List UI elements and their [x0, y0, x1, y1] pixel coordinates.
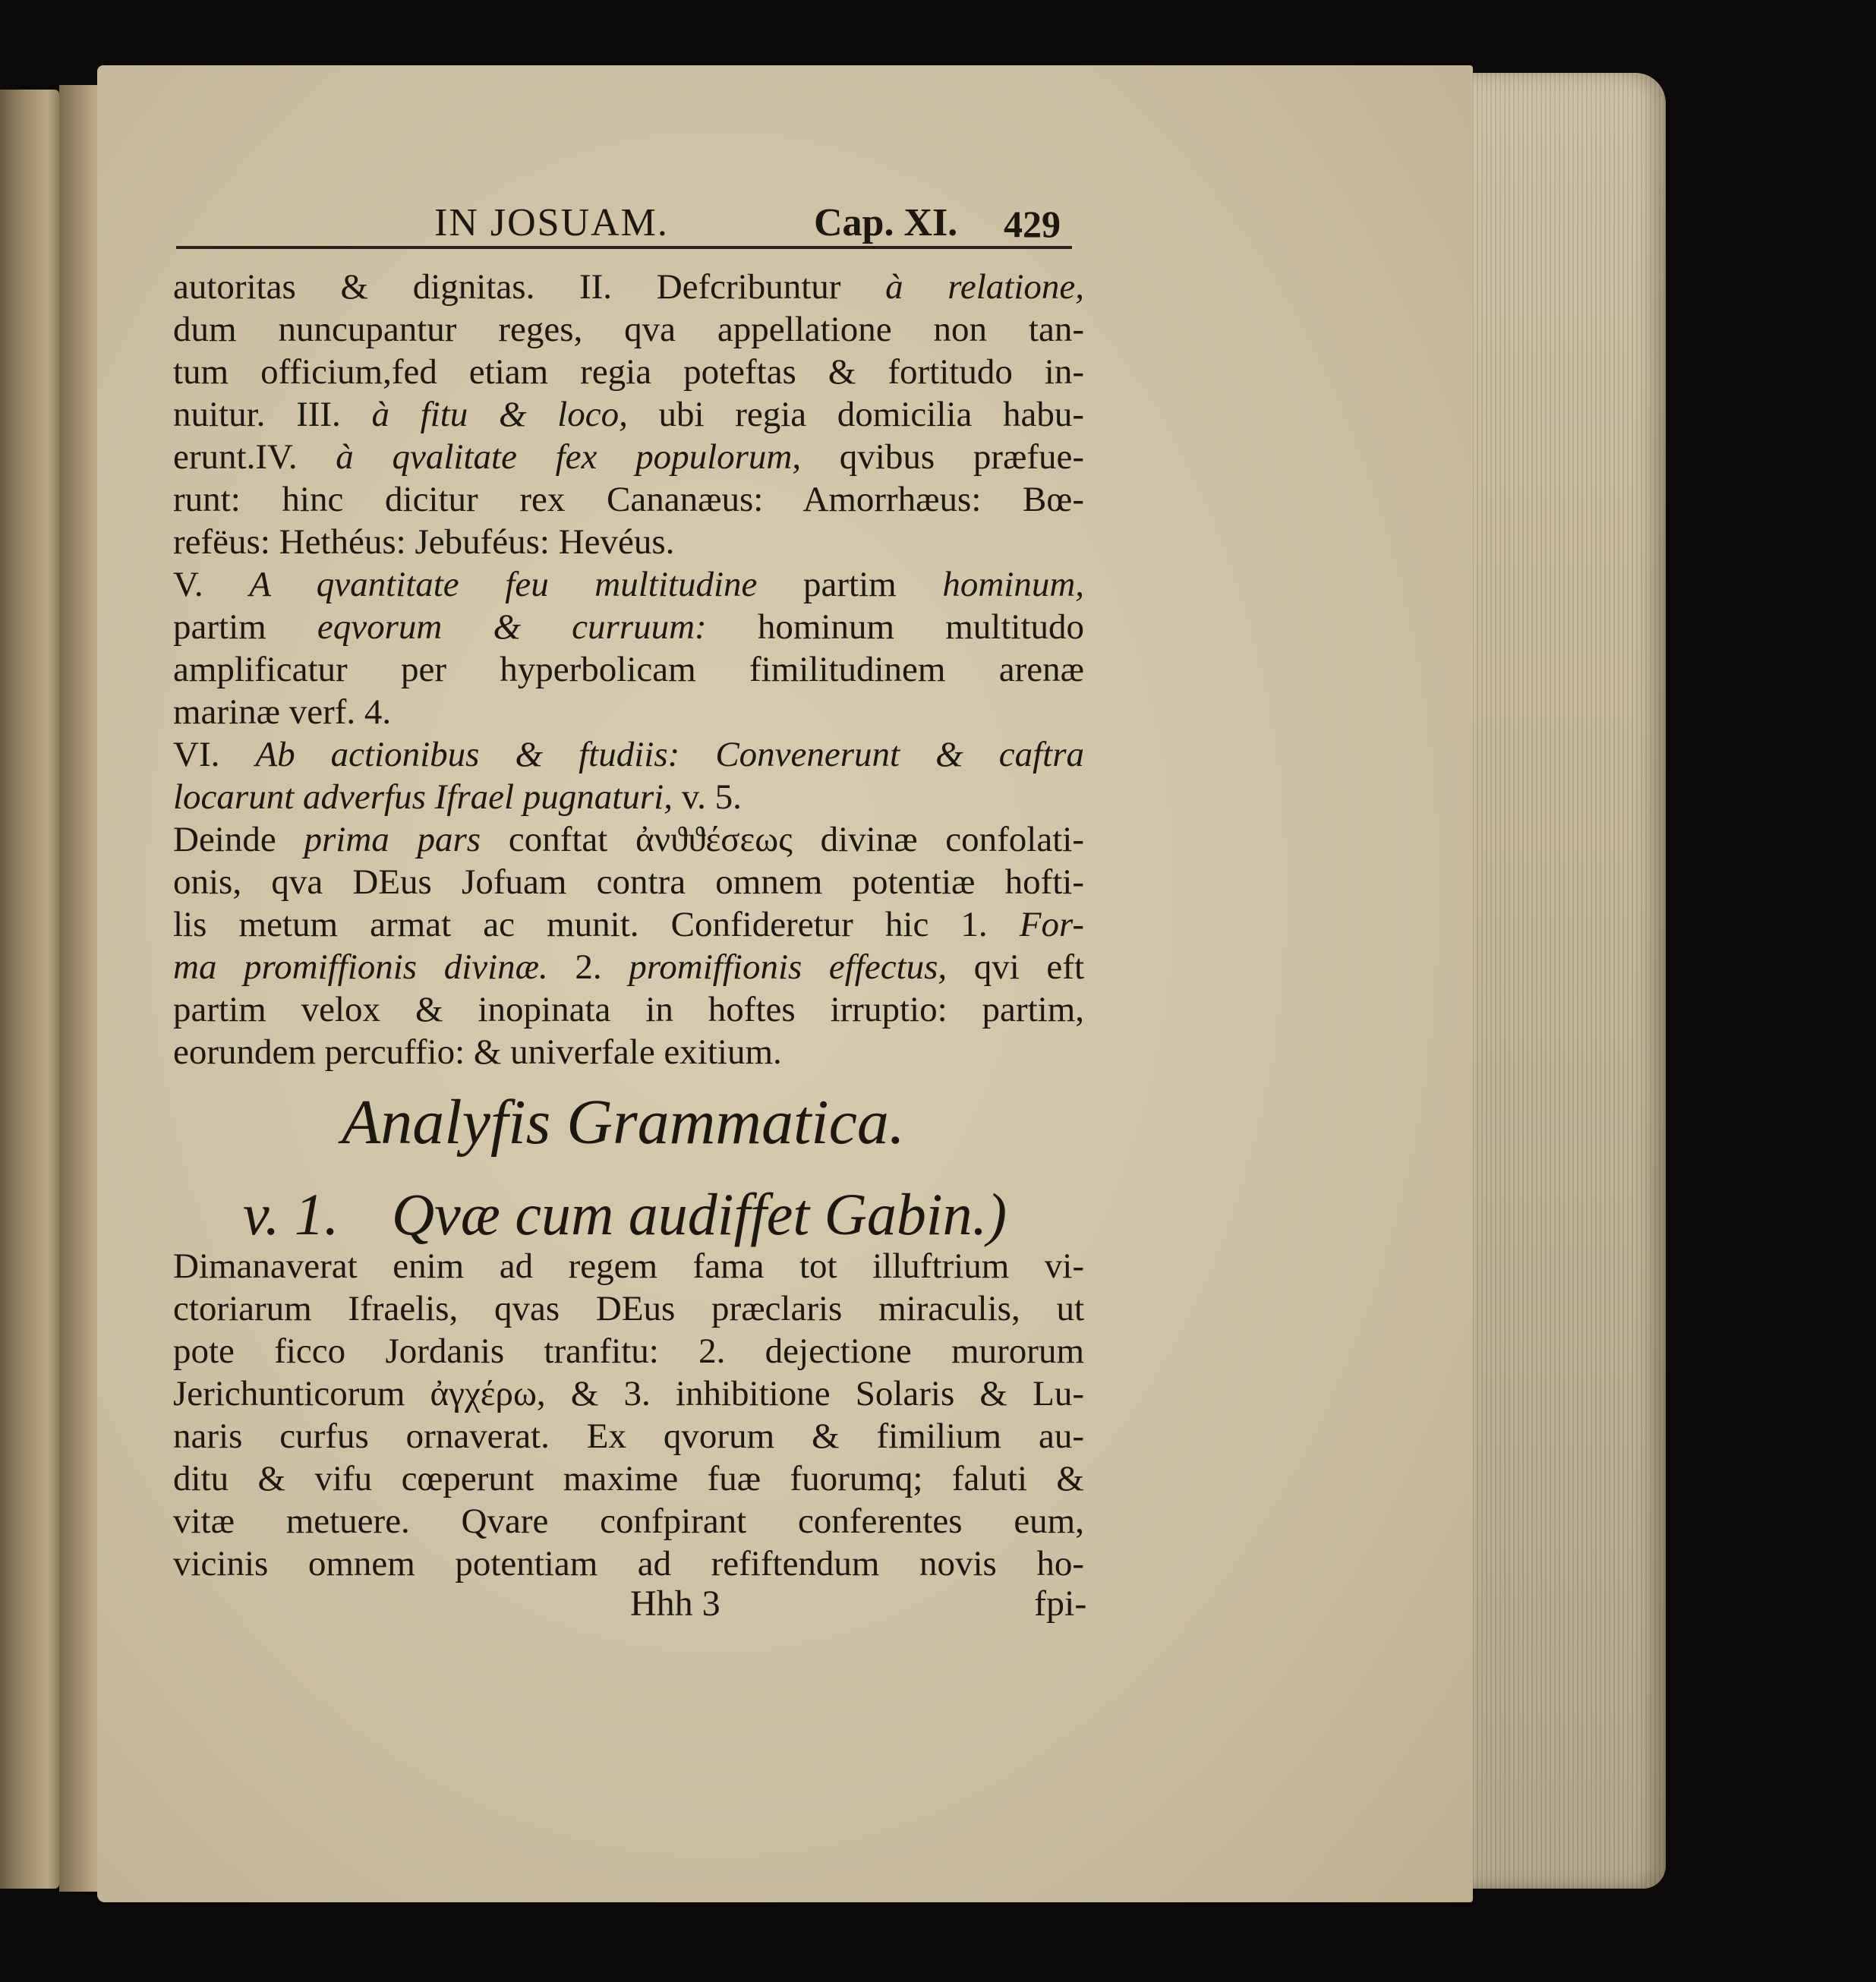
text-line: nuitur. III. à fitu & loco, ubi regia domicilia habu- [173, 395, 1084, 434]
facing-page-edge [0, 90, 59, 1889]
text-line: Jerichunticorum ἀγχέρω, & 3. inhibitione Solaris & Lu- [173, 1374, 1084, 1413]
text-line: Dimanaverat enim ad regem fama tot illuftrium vi- [173, 1246, 1084, 1286]
verse-text: Qvæ cum audiffet Gabin.) [391, 1181, 1007, 1247]
section-heading: Analyfis Grammatica. [342, 1087, 905, 1158]
text-line: vicinis omnem potentiam ad refiftendum novis ho- [173, 1544, 1084, 1583]
verse-number: v. 1. [243, 1181, 339, 1247]
text-line: partim eqvorum & curruum: hominum multitudo [173, 607, 1084, 647]
text-line: refëus: Hethéus: Jebuféus: Hevéus. [173, 522, 675, 562]
text-line: lis metum armat ac munit. Confideretur hic 1. For- [173, 905, 1084, 944]
text-line: eorundem percuffio: & univerfale exitium. [173, 1032, 782, 1072]
text-line: VI. Ab actionibus & ftudiis: Convenerunt & caftra [173, 735, 1085, 774]
text-line: pote ficco Jordanis tranfitu: 2. dejectione murorum [173, 1331, 1084, 1371]
chapter-label: Cap. XI. [814, 201, 958, 244]
text-line: runt: hinc dicitur rex Cananæus: Amorrhæus: Bœ- [173, 480, 1084, 519]
text-line: partim velox & inopinata in hoftes irruptio: partim, [173, 990, 1084, 1029]
verse-lemma [243, 1180, 1007, 1249]
text-line: dum nuncupantur reges, qva appellatione non tan- [173, 310, 1084, 349]
text-line: vitæ metuere. Qvare confpirant conferentes eum, [173, 1501, 1084, 1541]
running-header [176, 196, 1072, 249]
text-line: erunt.IV. à qvalitate fex populorum, qvibus præfue- [173, 437, 1085, 477]
catchword: fpi- [1034, 1583, 1087, 1624]
text-line: V. A qvantitate feu multitudine partim hominum, [173, 565, 1085, 604]
text-line: ditu & vifu cœperunt maxime fuæ fuorumq; faluti & [173, 1459, 1084, 1498]
text-line: locarunt adverfus Ifrael pugnaturi, v. 5. [173, 777, 742, 817]
text-line: onis, qva DEus Jofuam contra omnem potentiæ hofti- [173, 862, 1084, 902]
running-head-title: IN JOSUAM. [434, 201, 669, 244]
text-line: naris curfus ornaverat. Ex qvorum & fimilium au- [173, 1416, 1084, 1456]
text-line: ctoriarum Ifraelis, qvas DEus præclaris miraculis, ut [173, 1289, 1084, 1328]
page-stack-edge [1452, 73, 1666, 1889]
page-number: 429 [1004, 203, 1061, 245]
text-line: tum officium,fed etiam regia poteftas & fortitudo in- [173, 352, 1084, 392]
text-line: marinæ verf. 4. [173, 692, 392, 732]
signature-mark: Hhh 3 [630, 1583, 720, 1624]
text-line: Deinde prima pars conftat ἀνϑϑέσεως divinæ confolati- [173, 820, 1084, 859]
text-line: amplificatur per hyperbolicam fimilitudinem arenæ [173, 650, 1084, 689]
text-line: autoritas & dignitas. II. Defcribuntur à relatione, [173, 267, 1084, 307]
header-rule [176, 246, 1072, 249]
text-line: ma promiffionis divinæ. 2. promiffionis effectus, qvi eft [173, 947, 1084, 987]
